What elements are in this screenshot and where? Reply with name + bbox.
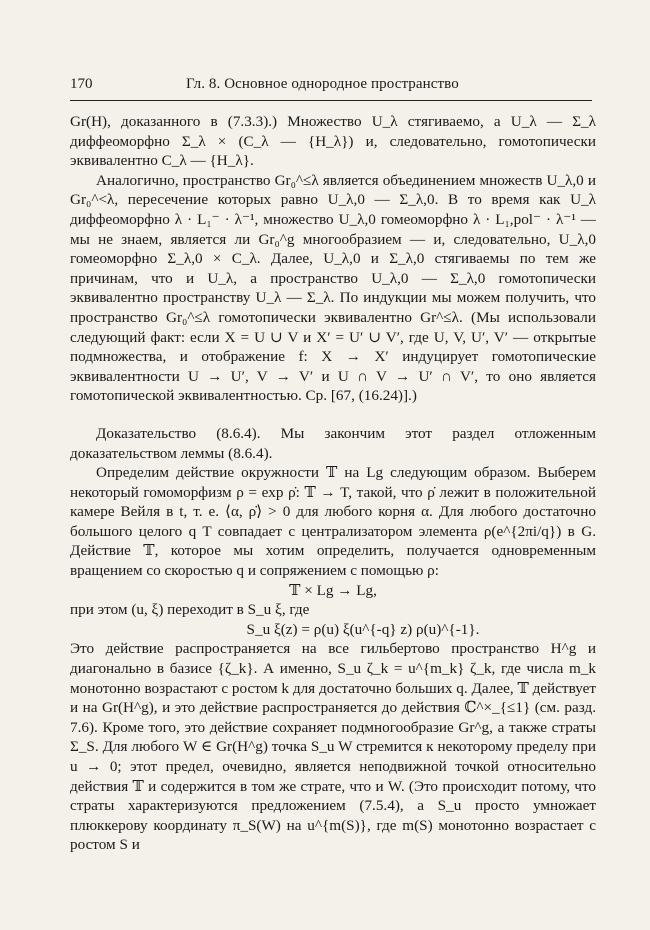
paragraph-1: Gr(H), доказанного в (7.3.3).) Множество U_λ стягиваемо, а U_λ — Σ_λ диффеоморфно Σ_λ × (C_λ — {H_λ}) и, следовательно, гомотопически эквивалентно C_λ — {H_λ}. (70, 113, 596, 170)
paragraph-proof: Доказательство (8.6.4). Мы закончим этот раздел отложенным доказательством леммы (8.6.4). (70, 424, 596, 462)
formula-action: 𝕋 × Lg → Lg, (289, 581, 377, 599)
page-header (70, 76, 592, 96)
body-text (70, 112, 596, 855)
page-number: 170 (70, 76, 93, 92)
paragraph-2: Аналогично, пространство Gr₀^≤λ является объединением множеств U_λ,0 и Gr₀^<λ, пересечение которых равно U_λ,0 — Σ_λ,0. В то время как U_λ диффеоморфно λ · L₁⁻ · λ⁻¹, множество U_λ,0 гомеоморфно λ · L₁,pol⁻ · λ⁻¹ — мы не знаем, является ли Gr₀^g многообразием — и, следовательно, U_λ,0 гомеоморфно Σ_λ,0 × C_λ. Далее, U_λ,0 и Σ_λ,0 стягиваемы по тем же причинам, что и U_λ, а пространство U_λ,0 — Σ_λ,0 гомотопически эквивалентно пространству U_λ — Σ_λ. По индукции мы можем получить, что пространство Gr₀^≤λ гомотопически эквивалентно Gr^≤λ. (Мы использовали следующий факт: если X = U ∪ V и X′ = U′ ∪ V′, где U, V, U′, V′ — открытые подмножества, и отображение f: X → X′ индуцирует гомотопические эквивалентности U → U′, V → V′ и U ∩ V → U′ ∩ V′, то оно является гомотопической эквивалентностью. Ср. [67, (16.24)].) (70, 171, 596, 405)
formula-su: S_u ξ(z) = ρ(u) ξ(u^{-q} z) ρ(u)^{-1}. (246, 620, 480, 638)
paragraph-4: при этом (u, ξ) переходит в S_u ξ, где (70, 601, 310, 619)
header-rule (70, 100, 592, 101)
paragraph-5: Это действие распространяется на все гильбертово пространство H^g и диагонально в базисе {ζ_k}. А именно, S_u ζ_k = u^{m_k} ζ_k, где числа m_k монотонно возрастают с ростом k для достаточно больших q. Далее, 𝕋 действует и на Gr(H^g), и это действие распространяется до действия ℂ^×_{≤1} (см. разд. 7.6). Кроме того, это действие сохраняет подмногообразие Gr^g, а также страты Σ_S. Для любого W ∈ Gr(H^g) точка S_u W стремится к некоторому пределу при u → 0; этот предел, очевидно, является неподвижной точкой относительно действия 𝕋 и содержится в том же страте, что и W. (Это происходит потому, что страты характеризуются предложением (7.5.4), а S_u просто умножает плюккерову координату π_S(W) на u^{m(S)}, где m(S) монотонно возрастает с ростом S и (70, 640, 596, 854)
chapter-title: Гл. 8. Основное однородное пространство (186, 76, 459, 92)
paragraph-3: Определим действие окружности 𝕋 на Lg следующим образом. Выберем некоторый гомоморфизм ρ = exp ρ̇: 𝕋 → T, такой, что ρ̇ лежит в положительной камере Вейля в t, т. е. ⟨α, ρ̇⟩ > 0 для любого корня α. Для любого достаточно большого целого q T совпадает с централизатором элемента ρ(e^{2πi/q}) в G. Действие 𝕋, которое мы хотим определить, получается одновременным вращением со скоростью q и сопряжением с помощью ρ: (70, 464, 596, 580)
